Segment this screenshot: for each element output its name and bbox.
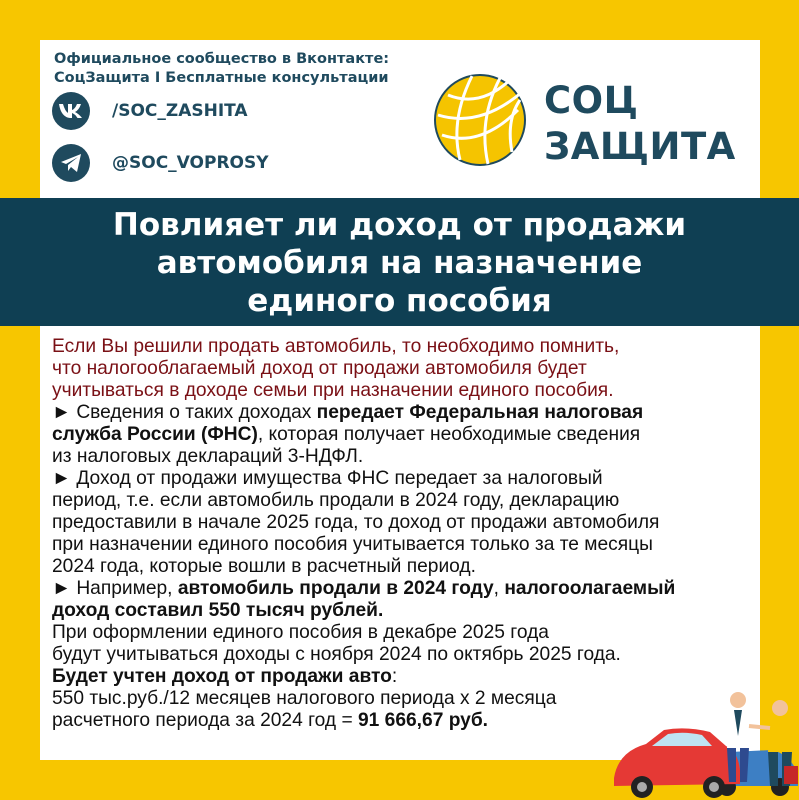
paragraph-4-line-1: При оформлении единого пособия в декабре 2025 года	[52, 622, 549, 643]
telegram-link[interactable]	[52, 144, 269, 182]
paragraph-2-line-2: период, т.е. если автомобиль продали в 2024 году, декларацию	[52, 490, 620, 511]
paragraph-1-line-3: из налоговых деклараций 3-НДФЛ.	[52, 446, 364, 467]
title-line-2: автомобиля на назначение	[156, 245, 643, 281]
paragraph-2-line-5: 2024 года, которые вошли в расчетный период.	[52, 556, 476, 577]
title-line-1: Повлияет ли доход от продажи	[112, 207, 687, 243]
community-line-2: СоцЗащита I Бесплатные консультации	[54, 70, 389, 86]
telegram-icon	[52, 144, 90, 182]
vk-icon	[52, 92, 90, 130]
intro-line-1: Если Вы решили продать автомобиль, то необходимо помнить,	[52, 336, 620, 357]
paragraph-3-line-2: доход составил 550 тысяч рублей.	[52, 600, 384, 621]
paragraph-3-line-1: ► Например, автомобиль продали в 2024 году, налогоолагаемый	[52, 578, 676, 599]
globe-logo-icon	[430, 70, 530, 170]
paragraph-4-line-2: будут учитываться доходы с ноября 2024 по октябрь 2025 года.	[52, 644, 621, 665]
paragraph-6-line-2: расчетного периода за 2024 год = 91 666,67 руб.	[52, 710, 489, 731]
logo-line-2: ЗАЩИТА	[544, 125, 736, 168]
paragraph-1-line-2: служба России (ФНС), которая получает необходимые сведения	[52, 424, 641, 445]
intro-line-3: учитываться в доходе семьи при назначении единого пособия.	[52, 380, 614, 401]
article-text	[52, 336, 764, 732]
intro-line-2: что налогооблагаемый доход от продажи автомобиля будет	[52, 358, 587, 379]
title-line-3: единого пособия	[247, 283, 552, 319]
paragraph-2-line-1: ► Доход от продажи имущества ФНС передает за налоговый	[52, 468, 603, 489]
vk-link[interactable]	[52, 92, 248, 130]
paragraph-2-line-4: при назначении единого пособия учитывается только за те месяцы	[52, 534, 653, 555]
logo-text	[544, 78, 736, 170]
paragraph-1-line-1: ► Сведения о таких доходах передает Федеральная налоговая	[52, 402, 644, 423]
logo-line-1: СОЦ	[544, 79, 639, 122]
header-card	[40, 40, 760, 198]
title-band	[0, 198, 799, 326]
community-info	[54, 50, 389, 88]
paragraph-6-line-1: 550 тыс.руб./12 месяцев налогового периода х 2 месяца	[52, 688, 557, 709]
page-title	[0, 206, 799, 320]
car-sale-illustration	[612, 686, 799, 800]
telegram-handle: @SOC_VOPROSY	[112, 153, 269, 173]
paragraph-5-line-1: Будет учтен доход от продажи авто:	[52, 666, 398, 687]
community-line-1: Официальное сообщество в Вконтакте:	[54, 51, 390, 67]
vk-handle: /SOC_ZASHITA	[112, 101, 248, 121]
paragraph-2-line-3: предоставили в начале 2025 года, то доход от продажи автомобиля	[52, 512, 660, 533]
